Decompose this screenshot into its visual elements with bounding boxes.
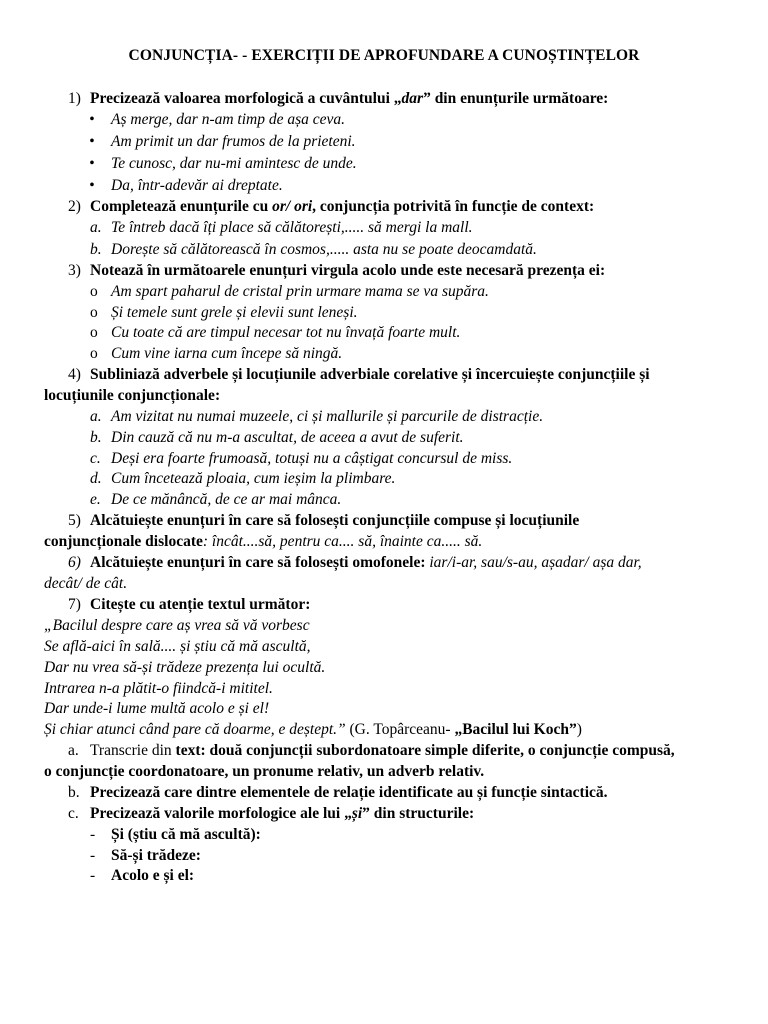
ex3-marker: o: [90, 283, 98, 300]
ex2-prompt-a: Completează enunțurile cu: [90, 198, 273, 215]
ex4-item: Am vizitat nu numai muzeele, ci și mallurile și parcurile de distracție.: [111, 408, 544, 425]
ex2-marker: b.: [90, 241, 102, 258]
ex3-marker: o: [90, 345, 98, 362]
poem-source-author: (G. Topârceanu-: [345, 721, 455, 738]
bullet-icon: •: [89, 133, 95, 150]
ex5-number: 5): [68, 512, 81, 529]
structure-item: Acolo e și el:: [111, 867, 195, 884]
ex7c-marker: c.: [68, 805, 79, 822]
dash-marker: -: [90, 826, 96, 843]
ex1-item: Aș merge, dar n-am timp de așa ceva.: [111, 111, 346, 128]
ex4-item: Deși era foarte frumoasă, totuși nu a câștigat concursul de miss.: [111, 450, 513, 467]
ex7-number: 7): [68, 596, 81, 613]
ex4-item: De ce mănâncă, de ce ar mai mânca.: [111, 491, 342, 508]
ex3-number: 3): [68, 262, 81, 279]
ex6-prompt-bold: Alcătuiește enunțuri în care să folosești omofonele:: [90, 554, 430, 571]
ex5-examples: : încât....să, pentru ca.... să, înainte ca..... să.: [202, 533, 483, 550]
ex4-marker: d.: [90, 470, 102, 487]
bullet-icon: •: [89, 155, 95, 172]
poem-last-line: [44, 720, 582, 740]
poem-line: „Bacilul despre care aș vrea să vă vorbesc: [44, 617, 310, 634]
structure-item: Să-și trădeze:: [111, 847, 201, 864]
ex5-prompt-line2: [44, 532, 482, 552]
ex7b-marker: b.: [68, 784, 80, 801]
ex1-item: Da, într-adevăr ai dreptate.: [111, 177, 283, 194]
page-title: CONJUNCȚIA- - EXERCIȚII DE APROFUNDARE A CUNOȘTINȚELOR: [128, 47, 640, 64]
ex2-marker: a.: [90, 219, 102, 236]
ex6-prompt: [90, 553, 642, 573]
ex3-item: Am spart paharul de cristal prin urmare mama se va supăra.: [111, 283, 489, 300]
ex6-examples-line2: decât/ de cât.: [44, 575, 128, 592]
ex7b-text: Precizează care dintre elementele de relație identificate au și funcție sintactică.: [90, 784, 608, 801]
ex7-prompt: Citește cu atenție textul următor:: [90, 596, 311, 613]
dash-marker: -: [90, 867, 96, 884]
ex3-item: Cu toate că are timpul necesar tot nu învață foarte mult.: [111, 324, 461, 341]
ex7c-text: [90, 804, 474, 824]
dash-marker: -: [90, 847, 96, 864]
ex1-prompt-word: dar: [401, 90, 424, 107]
poem-line: Dar unde-i lume multă acolo e și el!: [44, 700, 270, 717]
ex7a-line2: o conjuncție coordonatoare, un pronume relativ, un adverb relativ.: [44, 763, 485, 780]
ex1-item: Am primit un dar frumos de la prieteni.: [111, 133, 356, 150]
ex4-prompt-line1: Subliniază adverbele și locuțiunile adverbiale corelative și încercuiește conjuncțiile și: [90, 366, 650, 383]
bullet-icon: •: [89, 111, 95, 128]
ex3-marker: o: [90, 324, 98, 341]
ex2-prompt: [90, 197, 594, 217]
ex3-item: Și temele sunt grele și elevii sunt leneși.: [111, 304, 358, 321]
ex3-marker: o: [90, 304, 98, 321]
ex2-prompt-word: or/ ori: [272, 198, 313, 215]
poem-line: Intrarea n-a plătit-o fiindcă-i mititel.: [44, 680, 273, 697]
ex1-number: 1): [68, 90, 81, 107]
ex5-prompt-bold: conjuncționale dislocate: [44, 533, 203, 550]
ex7c-word: și: [351, 805, 363, 822]
structure-item: Și (știu că mă ascultă):: [111, 826, 261, 843]
ex7a-bold-line1: text: două conjuncții subordonatoare simple diferite, o conjuncție compusă,: [175, 742, 675, 759]
ex1-prompt: [90, 89, 608, 109]
ex4-marker: a.: [90, 408, 102, 425]
ex2-prompt-b: , conjuncția potrivită în funcție de context:: [312, 198, 595, 215]
ex6-examples-line1: iar/i-ar, sau/s-au, așadar/ așa dar,: [429, 554, 642, 571]
ex4-marker: b.: [90, 429, 102, 446]
ex1-prompt-a: Precizează valoarea morfologică a cuvântului „: [90, 90, 402, 107]
ex7a-marker: a.: [68, 742, 79, 759]
ex4-item: Din cauză că nu m-a ascultat, de aceea a avut de suferit.: [111, 429, 464, 446]
ex1-item: Te cunosc, dar nu-mi amintesc de unde.: [111, 155, 357, 172]
ex3-prompt: Notează în următoarele enunțuri virgula acolo unde este necesară prezența ei:: [90, 262, 606, 279]
ex4-prompt-line2: locuțiunile conjuncționale:: [44, 387, 221, 404]
ex5-prompt-line1: Alcătuiește enunțuri în care să folosești conjuncțiile compuse și locuțiunile: [90, 512, 580, 529]
ex4-marker: c.: [90, 450, 101, 467]
ex7a-text: Transcrie din: [90, 742, 176, 759]
poem-source-title: „Bacilul lui Koch”: [454, 721, 577, 738]
ex2-item: Dorește să călătorească în cosmos,..... asta nu se poate deocamdată.: [111, 241, 537, 258]
ex4-number: 4): [68, 366, 81, 383]
ex3-item: Cum vine iarna cum începe să ningă.: [111, 345, 343, 362]
ex4-marker: e.: [90, 491, 101, 508]
ex1-prompt-b: ” din enunțurile următoare:: [423, 90, 609, 107]
ex7a-line1: [90, 741, 675, 761]
ex7c-text-a: Precizează valorile morfologice ale lui „: [90, 805, 352, 822]
poem-line: Dar nu vrea să-și trădeze prezența lui ocultă.: [44, 659, 326, 676]
ex2-item: Te întreb dacă îți place să călătorești,..... să mergi la mall.: [111, 219, 473, 236]
poem-source-close: ): [576, 721, 582, 738]
ex6-number: 6): [68, 554, 81, 571]
poem-line: Și chiar atunci când pare că doarme, e deștept.”: [44, 721, 346, 738]
poem-line: Se află-aici în sală.... și știu că mă ascultă,: [44, 638, 311, 655]
ex4-item: Cum încetează ploaia, cum ieșim la plimbare.: [111, 470, 396, 487]
ex2-number: 2): [68, 198, 81, 215]
ex7c-text-b: ” din structurile:: [362, 805, 475, 822]
bullet-icon: •: [89, 177, 95, 194]
